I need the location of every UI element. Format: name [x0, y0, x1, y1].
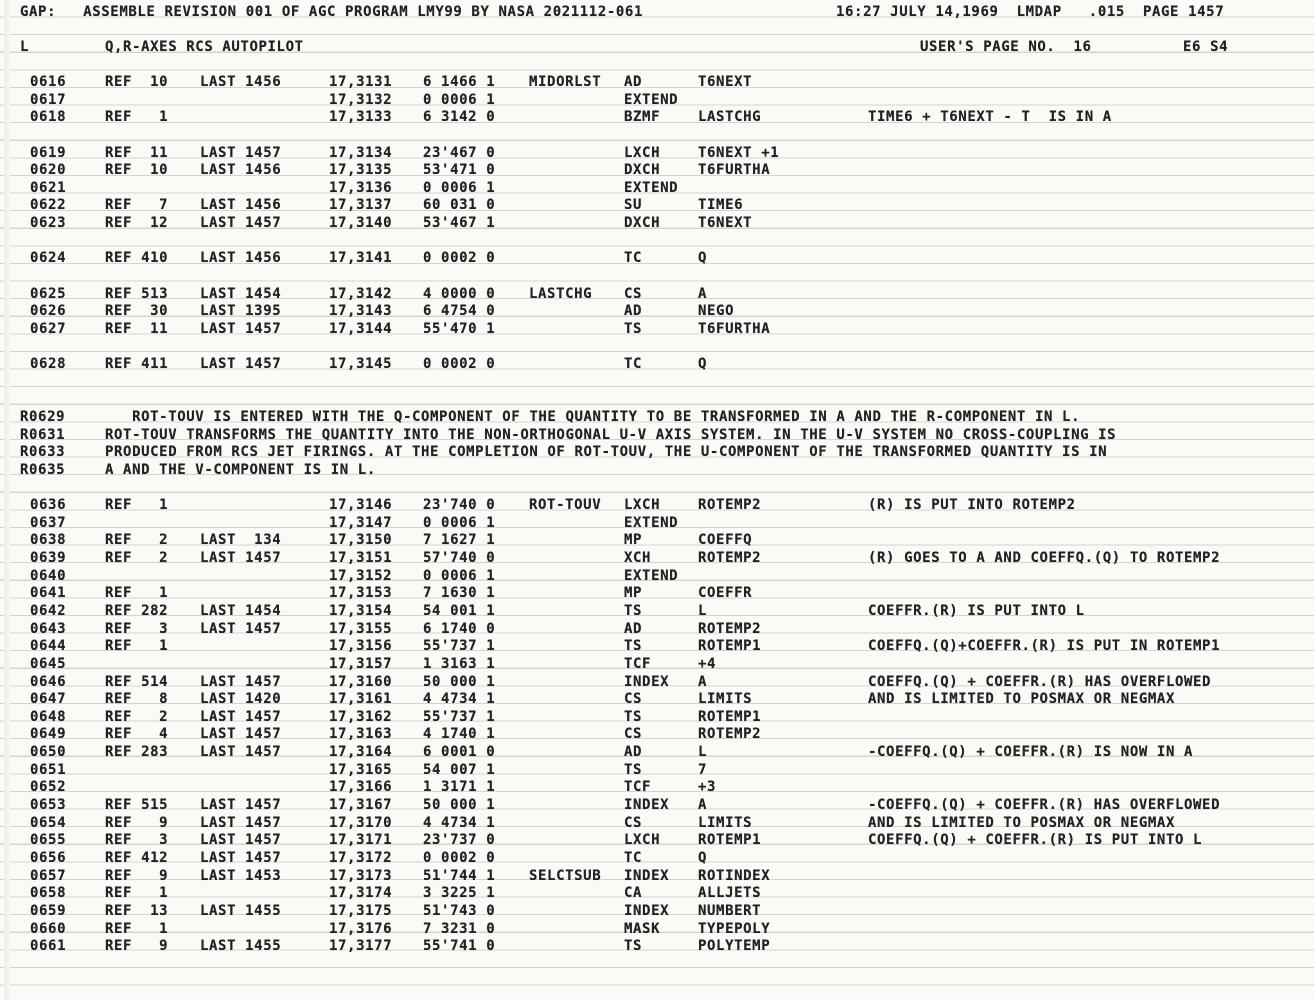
- address: 17,3177: [329, 938, 393, 955]
- operand: NEGO: [698, 303, 735, 319]
- line-number: 0637: [30, 514, 67, 531]
- opcode: SU: [624, 197, 643, 213]
- line-number: 0659: [30, 902, 67, 919]
- opcode: LXCH: [624, 144, 661, 161]
- last-column: LAST 1456: [200, 162, 282, 178]
- operand: Q: [698, 250, 708, 266]
- address: 17,3151: [329, 549, 393, 566]
- opcode: LXCH: [624, 832, 661, 849]
- octal-code: 55'741 0: [423, 938, 496, 955]
- operand: ROTEMP2: [698, 620, 762, 637]
- address: 17,3134: [329, 144, 393, 161]
- octal-code: 6 4754 0: [423, 303, 496, 319]
- operand: T6FURTHA: [698, 162, 771, 178]
- octal-code: 54 007 1: [423, 761, 496, 778]
- address: 17,3170: [329, 814, 393, 831]
- annotation: -COEFFQ.(Q) + COEFFR.(R) HAS OVERFLOWED: [868, 797, 1221, 814]
- operand: TIME6: [698, 197, 744, 213]
- line-number: 0642: [30, 602, 67, 619]
- operand: TYPEPOLY: [698, 920, 771, 937]
- last-column: LAST 1457: [200, 797, 282, 814]
- operand: POLYTEMP: [698, 938, 771, 955]
- line-number: 0657: [30, 867, 67, 884]
- octal-code: 23'737 0: [423, 832, 496, 849]
- opcode: MP: [624, 585, 643, 602]
- operand: T6NEXT: [698, 214, 753, 231]
- ref-column: REF 7: [105, 197, 169, 213]
- line-number: 0638: [30, 532, 67, 549]
- line-number: 0650: [30, 744, 67, 761]
- address: 17,3153: [329, 585, 393, 602]
- ref-column: REF 8: [105, 691, 169, 708]
- line-number: 0625: [30, 285, 67, 302]
- address: 17,3173: [329, 867, 393, 884]
- octal-code: 3 3225 1: [423, 885, 496, 902]
- ref-column: REF 513: [105, 285, 169, 302]
- ref-column: REF 10: [105, 74, 169, 90]
- ref-column: REF 1: [105, 497, 169, 513]
- address: 17,3163: [329, 726, 393, 743]
- last-column: LAST 1457: [200, 620, 282, 637]
- opcode: EXTEND: [624, 179, 679, 196]
- last-column: LAST 1457: [200, 549, 282, 566]
- address: 17,3166: [329, 779, 393, 796]
- line-number: 0616: [30, 74, 67, 90]
- ref-column: REF 411: [105, 356, 169, 372]
- last-column: LAST 1457: [200, 320, 282, 337]
- operand: ROTEMP1: [698, 708, 762, 725]
- ref-column: REF 2: [105, 549, 169, 566]
- octal-code: 0 0006 1: [423, 91, 496, 108]
- address: 17,3150: [329, 532, 393, 549]
- opcode: INDEX: [624, 867, 670, 884]
- octal-code: 53'471 0: [423, 162, 496, 178]
- section-title: Q,R-AXES RCS AUTOPILOT: [105, 39, 304, 55]
- opcode: LXCH: [624, 497, 661, 513]
- opcode: TCF: [624, 655, 652, 672]
- line-number: 0644: [30, 638, 67, 655]
- address: 17,3133: [329, 109, 393, 125]
- address: 17,3165: [329, 761, 393, 778]
- annotation: (R) GOES TO A AND COEFFQ.(Q) TO ROTEMP2: [868, 549, 1221, 566]
- octal-code: 0 0006 1: [423, 514, 496, 531]
- operand: ROTEMP2: [698, 549, 762, 566]
- opcode: CA: [624, 885, 643, 902]
- comment-line: [0, 408, 1081, 426]
- last-column: LAST 1457: [200, 850, 282, 866]
- octal-code: 60 031 0: [423, 197, 496, 213]
- octal-code: 55'470 1: [423, 320, 496, 337]
- opcode: CS: [624, 691, 643, 708]
- last-column: LAST 1395: [200, 303, 282, 319]
- operand: ROTEMP1: [698, 638, 762, 655]
- octal-code: 6 1740 0: [423, 620, 496, 637]
- ref-column: REF 282: [105, 602, 169, 619]
- opcode: TCF: [624, 779, 652, 796]
- line-number: 0636: [30, 497, 67, 513]
- opcode: INDEX: [624, 902, 670, 919]
- annotation: COEFFQ.(Q)+COEFFR.(R) IS PUT IN ROTEMP1: [868, 638, 1221, 655]
- annotation: AND IS LIMITED TO POSMAX OR NEGMAX: [868, 814, 1175, 831]
- octal-code: 6 3142 0: [423, 109, 496, 125]
- comment-line: [0, 443, 1108, 461]
- address: 17,3146: [329, 497, 393, 513]
- address: 17,3145: [329, 356, 393, 372]
- operand: LASTCHG: [698, 109, 762, 125]
- ref-column: REF 11: [105, 144, 169, 161]
- line-number: 0640: [30, 567, 67, 584]
- octal-code: 51'744 1: [423, 867, 496, 884]
- comment-text: ROT-TOUV TRANSFORMS THE QUANTITY INTO THE NON-ORTHOGONAL U-V AXIS SYSTEM. IN THE U-V SYSTEM NO CROSS-COUPLING IS: [105, 426, 1117, 443]
- address: 17,3147: [329, 514, 393, 531]
- address: 17,3135: [329, 162, 393, 178]
- last-column: LAST 1456: [200, 74, 282, 90]
- address: 17,3156: [329, 638, 393, 655]
- comment-id: R0629: [20, 409, 66, 425]
- opcode: INDEX: [624, 673, 670, 690]
- operand: T6FURTHA: [698, 320, 771, 337]
- opcode: INDEX: [624, 797, 670, 814]
- octal-code: 0 0002 0: [423, 850, 496, 866]
- address: 17,3160: [329, 673, 393, 690]
- octal-code: 23'467 0: [423, 144, 496, 161]
- opcode: AD: [624, 744, 643, 761]
- operand: LIMITS: [698, 691, 753, 708]
- address: 17,3172: [329, 850, 393, 866]
- annotation: COEFFR.(R) IS PUT INTO L: [868, 602, 1085, 619]
- opcode: TS: [624, 708, 643, 725]
- sheet-code: E6 S4: [1183, 39, 1229, 55]
- opcode: CS: [624, 814, 643, 831]
- last-column: LAST 1456: [200, 197, 282, 213]
- annotation: COEFFQ.(Q) + COEFFR.(R) HAS OVERFLOWED: [868, 673, 1212, 690]
- octal-code: 4 4734 1: [423, 814, 496, 831]
- opcode: AD: [624, 620, 643, 637]
- operand: Q: [698, 850, 708, 866]
- last-column: LAST 1457: [200, 726, 282, 743]
- line-number: 0654: [30, 814, 67, 831]
- last-column: LAST 1457: [200, 356, 282, 372]
- operand: +4: [698, 655, 717, 672]
- ref-column: REF 1: [105, 585, 169, 602]
- opcode: EXTEND: [624, 514, 679, 531]
- ref-column: REF 1: [105, 638, 169, 655]
- operand: LIMITS: [698, 814, 753, 831]
- opcode: TC: [624, 356, 643, 372]
- octal-code: 55'737 1: [423, 708, 496, 725]
- operand: T6NEXT: [698, 74, 753, 90]
- opcode: AD: [624, 303, 643, 319]
- opcode: TS: [624, 761, 643, 778]
- octal-code: 0 0002 0: [423, 250, 496, 266]
- ref-column: REF 4: [105, 726, 169, 743]
- operand: ROTEMP2: [698, 497, 762, 513]
- symbol-label: SELCTSUB: [529, 867, 602, 884]
- address: 17,3174: [329, 885, 393, 902]
- comment-id: R0631: [20, 426, 66, 443]
- operand: A: [698, 673, 708, 690]
- comment-line: [0, 461, 376, 479]
- line-number: 0646: [30, 673, 67, 690]
- address: 17,3131: [329, 74, 393, 90]
- line-number: 0627: [30, 320, 67, 337]
- line-number: 0626: [30, 303, 67, 319]
- octal-code: 23'740 0: [423, 497, 496, 513]
- ref-column: REF 13: [105, 902, 169, 919]
- address: 17,3155: [329, 620, 393, 637]
- comment-id: R0633: [20, 444, 66, 460]
- opcode: EXTEND: [624, 567, 679, 584]
- ref-column: REF 515: [105, 797, 169, 814]
- last-column: LAST 1457: [200, 744, 282, 761]
- line-number: 0660: [30, 920, 67, 937]
- opcode: TS: [624, 938, 643, 955]
- address: 17,3164: [329, 744, 393, 761]
- octal-code: 4 0000 0: [423, 285, 496, 302]
- operand: L: [698, 602, 708, 619]
- octal-code: 1 3163 1: [423, 655, 496, 672]
- ref-column: REF 514: [105, 673, 169, 690]
- operand: COEFFQ: [698, 532, 753, 549]
- annotation: TIME6 + T6NEXT - T IS IN A: [868, 109, 1112, 125]
- opcode: CS: [624, 285, 643, 302]
- last-column: LAST 1454: [200, 285, 282, 302]
- last-column: LAST 1454: [200, 602, 282, 619]
- address: 17,3175: [329, 902, 393, 919]
- address: 17,3132: [329, 91, 393, 108]
- last-column: LAST 1457: [200, 214, 282, 231]
- annotation: -COEFFQ.(Q) + COEFFR.(R) IS NOW IN A: [868, 744, 1194, 761]
- last-column: LAST 1453: [200, 867, 282, 884]
- last-column: LAST 1457: [200, 814, 282, 831]
- timestamp-page: 16:27 JULY 14,1969 LMDAP .015 PAGE 1457: [836, 4, 1225, 20]
- ref-column: REF 9: [105, 814, 169, 831]
- comment-id: R0635: [20, 461, 66, 478]
- address: 17,3176: [329, 920, 393, 937]
- octal-code: 0 0006 1: [423, 567, 496, 584]
- opcode: DXCH: [624, 214, 661, 231]
- octal-code: 50 000 1: [423, 673, 496, 690]
- symbol-label: MIDORLST: [529, 74, 602, 90]
- comment-text: ROT-TOUV IS ENTERED WITH THE Q-COMPONENT OF THE QUANTITY TO BE TRANSFORMED IN A AND THE R-COMPONENT IN L.: [105, 409, 1081, 425]
- opcode: TC: [624, 250, 643, 266]
- octal-code: 7 1627 1: [423, 532, 496, 549]
- symbol-label: ROT-TOUV: [529, 497, 602, 513]
- octal-code: 0 0006 1: [423, 179, 496, 196]
- comment-text: PRODUCED FROM RCS JET FIRINGS. AT THE COMPLETION OF ROT-TOUV, THE U-COMPONENT OF THE TRANSFORMED QUANTITY IS IN: [105, 444, 1108, 460]
- opcode: CS: [624, 726, 643, 743]
- octal-code: 4 1740 1: [423, 726, 496, 743]
- line-number: 0661: [30, 938, 67, 955]
- octal-code: 54 001 1: [423, 602, 496, 619]
- line-number: 0619: [30, 144, 67, 161]
- address: 17,3152: [329, 567, 393, 584]
- octal-code: 57'740 0: [423, 549, 496, 566]
- last-column: LAST 1457: [200, 832, 282, 849]
- last-column: LAST 1455: [200, 902, 282, 919]
- user-page-number: USER'S PAGE NO. 16: [920, 39, 1092, 55]
- ref-column: REF 3: [105, 620, 169, 637]
- line-number: 0648: [30, 708, 67, 725]
- ref-column: REF 1: [105, 920, 169, 937]
- ref-column: REF 9: [105, 867, 169, 884]
- octal-code: 7 1630 1: [423, 585, 496, 602]
- operand: A: [698, 797, 708, 814]
- last-column: LAST 1420: [200, 691, 282, 708]
- ref-column: REF 1: [105, 885, 169, 902]
- address: 17,3137: [329, 197, 393, 213]
- address: 17,3140: [329, 214, 393, 231]
- assembly-title: GAP: ASSEMBLE REVISION 001 OF AGC PROGRAM LMY99 BY NASA 2021112-061: [20, 4, 643, 20]
- ref-column: REF 3: [105, 832, 169, 849]
- subheader-line: [0, 38, 1229, 56]
- line-number: 0651: [30, 761, 67, 778]
- ref-column: REF 2: [105, 532, 169, 549]
- ref-column: REF 283: [105, 744, 169, 761]
- symbol-label: LASTCHG: [529, 285, 593, 302]
- line-number: 0641: [30, 585, 67, 602]
- last-column: LAST 1457: [200, 673, 282, 690]
- address: 17,3167: [329, 797, 393, 814]
- line-number: 0643: [30, 620, 67, 637]
- last-column: LAST 1457: [200, 144, 282, 161]
- address: 17,3143: [329, 303, 393, 319]
- address: 17,3162: [329, 708, 393, 725]
- octal-code: 6 0001 0: [423, 744, 496, 761]
- annotation: (R) IS PUT INTO ROTEMP2: [868, 497, 1076, 513]
- last-column: LAST 1456: [200, 250, 282, 266]
- operand: T6NEXT +1: [698, 144, 780, 161]
- operand: Q: [698, 356, 708, 372]
- octal-code: 55'737 1: [423, 638, 496, 655]
- log-marker: L: [20, 39, 30, 55]
- line-number: 0628: [30, 356, 67, 372]
- last-column: LAST 1457: [200, 708, 282, 725]
- ref-column: REF 30: [105, 303, 169, 319]
- line-number: 0624: [30, 250, 67, 266]
- ref-column: REF 12: [105, 214, 169, 231]
- opcode: DXCH: [624, 162, 661, 178]
- address: 17,3157: [329, 655, 393, 672]
- annotation: AND IS LIMITED TO POSMAX OR NEGMAX: [868, 691, 1175, 708]
- line-number: 0622: [30, 197, 67, 213]
- opcode: XCH: [624, 549, 652, 566]
- ref-column: REF 412: [105, 850, 169, 866]
- line-number: 0621: [30, 179, 67, 196]
- line-number: 0647: [30, 691, 67, 708]
- operand: L: [698, 744, 708, 761]
- ref-column: REF 9: [105, 938, 169, 955]
- octal-code: 50 000 1: [423, 797, 496, 814]
- operand: ALLJETS: [698, 885, 762, 902]
- address: 17,3136: [329, 179, 393, 196]
- opcode: TC: [624, 850, 643, 866]
- operand: ROTEMP1: [698, 832, 762, 849]
- octal-code: 53'467 1: [423, 214, 496, 231]
- address: 17,3144: [329, 320, 393, 337]
- ref-column: REF 11: [105, 320, 169, 337]
- opcode: MASK: [624, 920, 661, 937]
- opcode: EXTEND: [624, 91, 679, 108]
- operand: NUMBERT: [698, 902, 762, 919]
- line-number: 0653: [30, 797, 67, 814]
- opcode: TS: [624, 638, 643, 655]
- octal-code: 1 3171 1: [423, 779, 496, 796]
- header-line: [0, 3, 1225, 21]
- ref-column: REF 1: [105, 109, 169, 125]
- address: 17,3142: [329, 285, 393, 302]
- ref-column: REF 10: [105, 162, 169, 178]
- opcode: MP: [624, 532, 643, 549]
- comment-text: A AND THE V-COMPONENT IS IN L.: [105, 461, 376, 478]
- line-number: 0623: [30, 214, 67, 231]
- operand: COEFFR: [698, 585, 753, 602]
- last-column: LAST 134: [200, 532, 282, 549]
- octal-code: 0 0002 0: [423, 356, 496, 372]
- line-number: 0655: [30, 832, 67, 849]
- address: 17,3154: [329, 602, 393, 619]
- line-number: 0618: [30, 109, 67, 125]
- operand: ROTINDEX: [698, 867, 771, 884]
- operand: 7: [698, 761, 708, 778]
- octal-code: 4 4734 1: [423, 691, 496, 708]
- last-column: LAST 1455: [200, 938, 282, 955]
- line-number: 0649: [30, 726, 67, 743]
- opcode: AD: [624, 74, 643, 90]
- address: 17,3141: [329, 250, 393, 266]
- opcode: TS: [624, 320, 643, 337]
- octal-code: 51'743 0: [423, 902, 496, 919]
- line-number: 0617: [30, 91, 67, 108]
- operand: A: [698, 285, 708, 302]
- operand: +3: [698, 779, 717, 796]
- octal-code: 7 3231 0: [423, 920, 496, 937]
- annotation: COEFFQ.(Q) + COEFFR.(R) IS PUT INTO L: [868, 832, 1203, 849]
- line-number: 0656: [30, 850, 67, 866]
- comment-line: [0, 426, 1117, 444]
- opcode: BZMF: [624, 109, 661, 125]
- address: 17,3161: [329, 691, 393, 708]
- line-number: 0652: [30, 779, 67, 796]
- operand: ROTEMP2: [698, 726, 762, 743]
- line-number: 0639: [30, 549, 67, 566]
- octal-code: 6 1466 1: [423, 74, 496, 90]
- ref-column: REF 410: [105, 250, 169, 266]
- address: 17,3171: [329, 832, 393, 849]
- opcode: TS: [624, 602, 643, 619]
- line-number: 0620: [30, 162, 67, 178]
- line-number: 0645: [30, 655, 67, 672]
- line-number: 0658: [30, 885, 67, 902]
- ref-column: REF 2: [105, 708, 169, 725]
